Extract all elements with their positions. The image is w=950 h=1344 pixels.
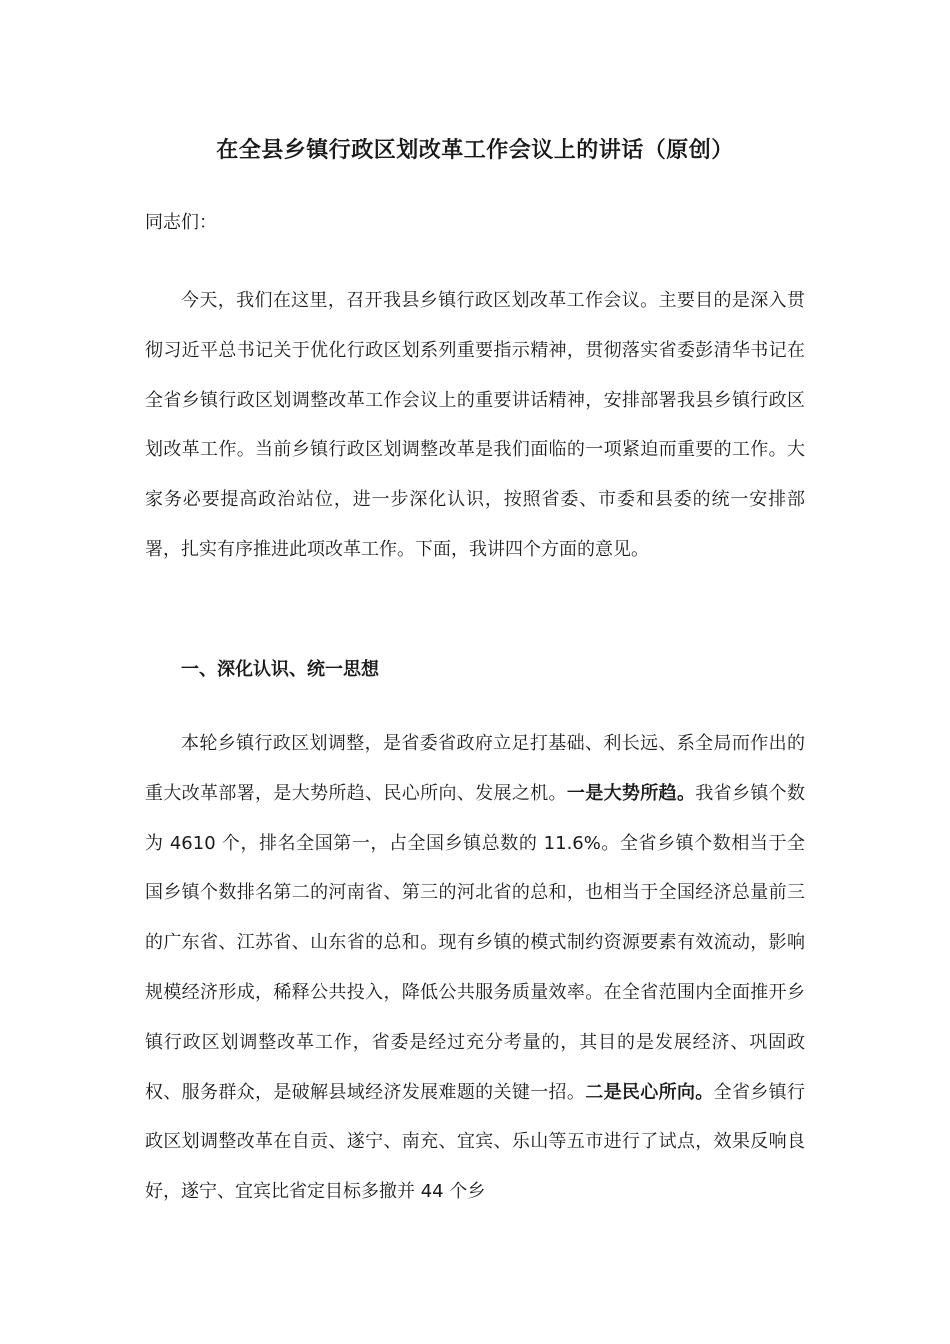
paragraph-section-1-intro: 本轮乡镇行政区划调整，是省委省政府立足打基础、利长远、系全局而作出的重大改革部署，是大势所趋、民心所向、发展之机。	[145, 733, 805, 804]
paragraph-section-1	[145, 719, 805, 1217]
point-1-label: 一是大势所趋。	[566, 782, 696, 804]
point-2-text: 全省乡镇行政区划调整改革在自贡、遂宁、南充、宜宾、乐山等五市进行了试点，效果反响良好，遂宁、宜宾比省定目标多撤并 44 个乡	[145, 1081, 806, 1203]
greeting: 同志们：	[145, 212, 217, 233]
document-title: 在全县乡镇行政区划改革工作会议上的讲话（原创）	[216, 138, 734, 163]
point-1-text: 我省乡镇个数为 4610 个，排名全国第一，占全国乡镇总数的 11.6%。全省乡镇个数相当于全国乡镇个数排名第二的河南省、第三的河北省的总和，也相当于全国经济总量前三的广东省、江苏省、山东省的总和。现有乡镇的模式制约资源要素有效流动，影响规模经济形成，稀释公共投入，降低公共服务质量效率。在全省范围内全面推开乡镇行政区划调整改革工作，省委是经过充分考量的，其目的是发展经济、巩固政权、服务群众，是破解县域经济发展难题的关键一招。	[145, 782, 806, 1103]
section-heading-1: 一、深化认识、统一思想	[181, 659, 379, 680]
paragraph-intro: 今天，我们在这里，召开我县乡镇行政区划改革工作会议。主要目的是深入贯彻习近平总书记关于优化行政区划系列重要指示精神，贯彻落实省委彭清华书记在全省乡镇行政区划调整改革工作会议上的重要讲话精神，安排部署我县乡镇行政区划改革工作。当前乡镇行政区划调整改革是我们面临的一项紧迫而重要的工作。大家务必要提高政治站位，进一步深化认识，按照省委、市委和县委的统一安排部署，扎实有序推进此项改革工作。下面，我讲四个方面的意见。	[145, 290, 805, 560]
point-2-label: 二是民心所向。	[585, 1081, 714, 1103]
